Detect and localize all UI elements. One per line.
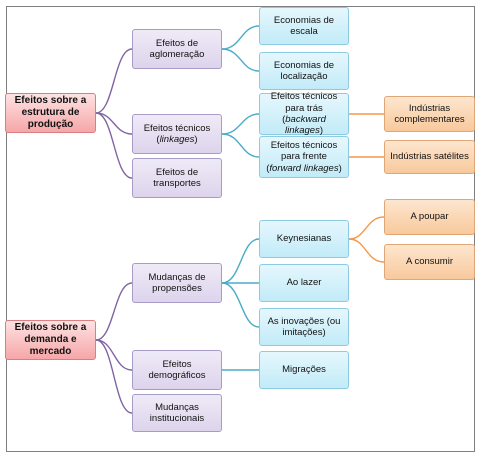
node-inovacoes-label: As inovações (ou imitações) <box>267 315 341 338</box>
connector-root2-propensoes <box>96 283 132 340</box>
node-keynesianas <box>259 220 349 258</box>
node-complementares <box>384 96 475 132</box>
root-node-demanda <box>5 320 96 360</box>
node-escala-label: Economias de escala <box>273 14 335 37</box>
node-escala <box>259 7 349 45</box>
connector-aglomeracao-localizacao <box>222 49 259 71</box>
node-forward-close: ) <box>338 162 342 174</box>
node-complementares-label: Indústrias complementares <box>394 102 465 125</box>
node-tecnicos-close: ) <box>194 134 198 145</box>
node-inovacoes <box>259 308 349 346</box>
connector-aglomeracao-escala <box>222 26 259 49</box>
connector-root1-aglomeracao <box>96 49 132 113</box>
root-node-demanda-label: Efeitos sobre a demanda e mercado <box>14 322 87 357</box>
root-node-producao-label: Efeitos sobre a estrutura de produção <box>14 95 87 130</box>
node-backward-text: Efeitos técnicos para trás ( <box>270 91 338 125</box>
node-migracoes <box>259 351 349 389</box>
node-backward-label <box>264 91 344 137</box>
node-forward-italic: forward linkages <box>269 162 339 174</box>
node-consumir-label: A consumir <box>406 256 453 268</box>
node-lazer <box>259 264 349 302</box>
node-tecnicos-italic: linkages <box>159 134 195 145</box>
node-aglomeracao <box>132 29 222 69</box>
node-localizacao-label: Economias de localização <box>273 59 335 82</box>
node-propensoes-label: Mudanças de propensões <box>148 271 206 294</box>
node-poupar-label: A poupar <box>410 211 449 223</box>
connector-tecnicos-forward <box>222 134 259 157</box>
node-lazer-label: Ao lazer <box>286 277 322 289</box>
node-institucionais <box>132 394 222 432</box>
connector-keynesianas-consumir <box>349 239 384 262</box>
node-forward-text: Efeitos técnicos para frente ( <box>266 139 338 174</box>
node-forward-label <box>264 140 344 174</box>
node-institucionais-label: Mudanças institucionais <box>149 401 205 424</box>
node-transportes-label: Efeitos de transportes <box>153 166 201 189</box>
node-satelites <box>384 140 475 174</box>
node-propensoes <box>132 263 222 303</box>
connector-propensoes-keynesianas <box>222 239 259 283</box>
node-satelites-label: Indústrias satélites <box>390 151 469 163</box>
node-demograficos-label: Efeitos demográficos <box>148 358 206 381</box>
node-demograficos <box>132 350 222 390</box>
node-transportes <box>132 158 222 198</box>
node-tecnicos-text: Efeitos técnicos ( <box>143 122 211 145</box>
root-node-producao <box>5 93 96 133</box>
node-backward-italic: backward linkages <box>284 114 326 137</box>
node-backward-close: ) <box>319 125 324 137</box>
connector-tecnicos-backward <box>222 114 259 134</box>
node-migracoes-label: Migrações <box>282 364 326 376</box>
node-poupar <box>384 199 475 235</box>
connector-root2-demograficos <box>96 340 132 370</box>
node-aglomeracao-label: Efeitos de aglomeração <box>149 37 205 60</box>
node-tecnicos <box>132 114 222 154</box>
node-consumir <box>384 244 475 280</box>
connector-root2-institucionais <box>96 340 132 413</box>
node-forward <box>259 136 349 178</box>
node-tecnicos-label <box>137 123 217 146</box>
node-backward <box>259 93 349 135</box>
connector-keynesianas-poupar <box>349 217 384 239</box>
connector-propensoes-inovacoes <box>222 283 259 327</box>
node-localizacao <box>259 52 349 90</box>
node-keynesianas-label: Keynesianas <box>276 233 332 245</box>
